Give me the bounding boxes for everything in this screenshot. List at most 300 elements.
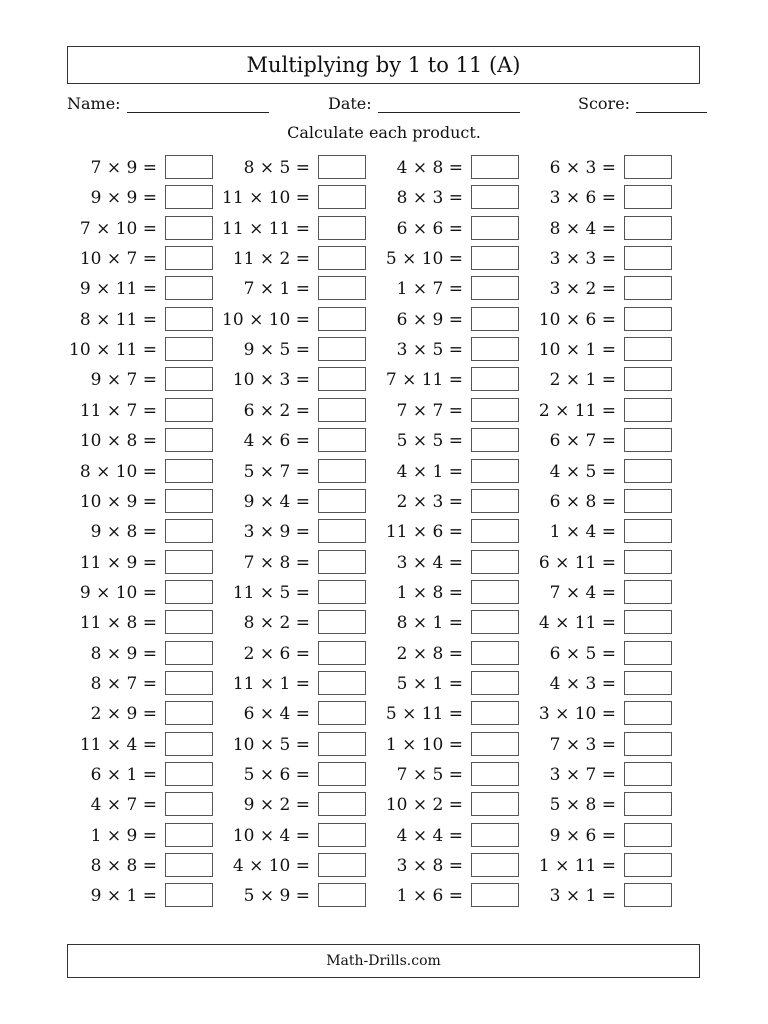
problem-item	[216, 883, 366, 909]
problem-item	[522, 216, 672, 242]
problem-item	[369, 641, 519, 667]
answer-box[interactable]	[318, 246, 366, 270]
answer-box[interactable]	[471, 853, 519, 877]
answer-box[interactable]	[165, 550, 213, 574]
problem-expression: 7 × 10 =	[79, 219, 157, 239]
answer-box[interactable]	[471, 732, 519, 756]
worksheet-title: Multiplying by 1 to 11 (A)	[246, 53, 521, 77]
problem-expression: 3 × 7 =	[549, 765, 616, 785]
problem-item	[216, 580, 366, 606]
answer-box[interactable]	[624, 762, 672, 786]
problem-item	[369, 398, 519, 424]
problem-expression: 9 × 5 =	[243, 340, 310, 360]
answer-box[interactable]	[165, 155, 213, 179]
problem-item	[369, 701, 519, 727]
problem-expression: 6 × 4 =	[243, 704, 310, 724]
answer-box[interactable]	[471, 155, 519, 179]
answer-box[interactable]	[471, 762, 519, 786]
problem-item	[369, 307, 519, 333]
answer-box[interactable]	[471, 610, 519, 634]
problem-item	[522, 276, 672, 302]
answer-box[interactable]	[165, 853, 213, 877]
answer-box[interactable]	[165, 762, 213, 786]
problem-item	[522, 185, 672, 211]
problem-item	[369, 580, 519, 606]
answer-box[interactable]	[318, 883, 366, 907]
problem-expression: 6 × 2 =	[243, 401, 310, 421]
answer-box[interactable]	[624, 823, 672, 847]
problem-item	[216, 610, 366, 636]
answer-box[interactable]	[318, 276, 366, 300]
problem-expression: 11 × 10 =	[222, 188, 310, 208]
problem-item	[369, 459, 519, 485]
problem-expression: 5 × 1 =	[396, 674, 463, 694]
answer-box[interactable]	[165, 398, 213, 422]
problem-expression: 11 × 5 =	[232, 583, 310, 603]
answer-box[interactable]	[165, 519, 213, 543]
problem-item	[369, 276, 519, 302]
problem-item	[63, 246, 213, 272]
answer-box[interactable]	[165, 580, 213, 604]
problem-item	[369, 185, 519, 211]
problem-item	[216, 367, 366, 393]
problem-item	[369, 610, 519, 636]
problem-expression: 11 × 1 =	[232, 674, 310, 694]
problem-item	[522, 307, 672, 333]
name-field	[67, 92, 269, 113]
problem-expression: 5 × 6 =	[243, 765, 310, 785]
answer-box[interactable]	[624, 671, 672, 695]
problem-expression: 9 × 10 =	[79, 583, 157, 603]
answer-box[interactable]	[471, 398, 519, 422]
problem-expression: 11 × 9 =	[79, 553, 157, 573]
problem-item	[369, 155, 519, 181]
problem-expression: 8 × 11 =	[79, 310, 157, 330]
answer-box[interactable]	[165, 489, 213, 513]
problem-item	[216, 853, 366, 879]
problem-item	[63, 823, 213, 849]
problem-expression: 3 × 5 =	[396, 340, 463, 360]
problem-expression: 6 × 11 =	[538, 553, 616, 573]
problem-expression: 11 × 11 =	[222, 219, 310, 239]
problem-expression: 7 × 5 =	[396, 765, 463, 785]
problem-item	[369, 367, 519, 393]
answer-box[interactable]	[624, 216, 672, 240]
answer-box[interactable]	[318, 762, 366, 786]
problem-expression: 11 × 6 =	[385, 522, 463, 542]
answer-box[interactable]	[624, 155, 672, 179]
answer-box[interactable]	[471, 883, 519, 907]
date-line[interactable]	[378, 92, 520, 113]
problem-expression: 1 × 8 =	[396, 583, 463, 603]
answer-box[interactable]	[318, 641, 366, 665]
problem-item	[522, 762, 672, 788]
problem-expression: 5 × 7 =	[243, 462, 310, 482]
answer-box[interactable]	[165, 337, 213, 361]
answer-box[interactable]	[318, 610, 366, 634]
answer-box[interactable]	[471, 459, 519, 483]
date-field	[328, 92, 520, 113]
problem-expression: 2 × 1 =	[549, 370, 616, 390]
answer-box[interactable]	[471, 580, 519, 604]
problem-expression: 1 × 9 =	[90, 826, 157, 846]
answer-box[interactable]	[471, 792, 519, 816]
footer-text: Math-Drills.com	[326, 953, 441, 969]
problem-expression: 7 × 7 =	[396, 401, 463, 421]
problem-expression: 9 × 9 =	[90, 188, 157, 208]
answer-box[interactable]	[471, 307, 519, 331]
problem-item	[63, 610, 213, 636]
problem-expression: 10 × 7 =	[79, 249, 157, 269]
problem-item	[63, 883, 213, 909]
answer-box[interactable]	[318, 307, 366, 331]
problem-expression: 3 × 2 =	[549, 279, 616, 299]
problem-expression: 6 × 7 =	[549, 431, 616, 451]
answer-box[interactable]	[318, 550, 366, 574]
problem-expression: 3 × 8 =	[396, 856, 463, 876]
problem-expression: 9 × 2 =	[243, 795, 310, 815]
answer-box[interactable]	[471, 367, 519, 391]
problem-expression: 8 × 2 =	[243, 613, 310, 633]
problem-expression: 4 × 4 =	[396, 826, 463, 846]
problem-item	[63, 155, 213, 181]
answer-box[interactable]	[165, 246, 213, 270]
problem-item	[522, 580, 672, 606]
problem-expression: 6 × 8 =	[549, 492, 616, 512]
problem-expression: 5 × 9 =	[243, 886, 310, 906]
problem-item	[63, 792, 213, 818]
problem-expression: 9 × 4 =	[243, 492, 310, 512]
answer-box[interactable]	[471, 641, 519, 665]
problem-expression: 5 × 10 =	[385, 249, 463, 269]
problem-expression: 10 × 8 =	[79, 431, 157, 451]
worksheet-title-box	[67, 46, 700, 84]
problem-item	[522, 398, 672, 424]
problem-expression: 3 × 3 =	[549, 249, 616, 269]
problem-item	[522, 701, 672, 727]
answer-box[interactable]	[624, 610, 672, 634]
problem-expression: 7 × 11 =	[385, 370, 463, 390]
problem-item	[216, 276, 366, 302]
problem-item	[63, 337, 213, 363]
answer-box[interactable]	[165, 459, 213, 483]
problem-item	[522, 337, 672, 363]
answer-box[interactable]	[165, 883, 213, 907]
problem-item	[216, 155, 366, 181]
answer-box[interactable]	[165, 792, 213, 816]
problem-expression: 2 × 6 =	[243, 644, 310, 664]
answer-box[interactable]	[471, 216, 519, 240]
problem-expression: 9 × 7 =	[90, 370, 157, 390]
problem-expression: 2 × 9 =	[90, 704, 157, 724]
problem-expression: 2 × 3 =	[396, 492, 463, 512]
answer-box[interactable]	[624, 185, 672, 209]
answer-box[interactable]	[165, 610, 213, 634]
problem-item	[216, 792, 366, 818]
problem-expression: 8 × 10 =	[79, 462, 157, 482]
problem-item	[522, 883, 672, 909]
problem-item	[216, 337, 366, 363]
problem-expression: 4 × 7 =	[90, 795, 157, 815]
answer-box[interactable]	[318, 398, 366, 422]
problem-expression: 3 × 1 =	[549, 886, 616, 906]
problem-item	[63, 732, 213, 758]
answer-box[interactable]	[624, 307, 672, 331]
problem-expression: 9 × 8 =	[90, 522, 157, 542]
answer-box[interactable]	[471, 519, 519, 543]
answer-box[interactable]	[471, 185, 519, 209]
score-line[interactable]	[636, 92, 707, 113]
problem-item	[369, 671, 519, 697]
problem-item	[369, 853, 519, 879]
problem-expression: 10 × 11 =	[69, 340, 157, 360]
problem-item	[216, 641, 366, 667]
problem-item	[369, 216, 519, 242]
answer-box[interactable]	[624, 732, 672, 756]
problem-item	[522, 823, 672, 849]
problem-item	[63, 185, 213, 211]
problem-expression: 5 × 5 =	[396, 431, 463, 451]
problem-expression: 5 × 8 =	[549, 795, 616, 815]
problem-item	[216, 519, 366, 545]
problem-item	[216, 307, 366, 333]
problem-item	[522, 459, 672, 485]
problem-expression: 10 × 4 =	[232, 826, 310, 846]
answer-box[interactable]	[318, 367, 366, 391]
answer-box[interactable]	[318, 216, 366, 240]
problem-item	[216, 489, 366, 515]
problem-item	[369, 883, 519, 909]
problem-item	[522, 610, 672, 636]
answer-box[interactable]	[165, 823, 213, 847]
problem-expression: 9 × 11 =	[79, 279, 157, 299]
problem-expression: 4 × 6 =	[243, 431, 310, 451]
answer-box[interactable]	[624, 550, 672, 574]
answer-box[interactable]	[318, 853, 366, 877]
answer-box[interactable]	[624, 398, 672, 422]
answer-box[interactable]	[624, 276, 672, 300]
problem-expression: 4 × 5 =	[549, 462, 616, 482]
answer-box[interactable]	[318, 792, 366, 816]
answer-box[interactable]	[318, 580, 366, 604]
score-label: Score:	[578, 94, 631, 113]
footer-box	[67, 944, 700, 978]
problem-item	[216, 671, 366, 697]
problem-expression: 3 × 6 =	[549, 188, 616, 208]
problem-expression: 7 × 1 =	[243, 279, 310, 299]
answer-box[interactable]	[318, 519, 366, 543]
problem-item	[63, 550, 213, 576]
problem-item	[216, 701, 366, 727]
answer-box[interactable]	[471, 489, 519, 513]
problem-item	[522, 155, 672, 181]
answer-box[interactable]	[471, 276, 519, 300]
problem-expression: 1 × 6 =	[396, 886, 463, 906]
answer-box[interactable]	[165, 216, 213, 240]
answer-box[interactable]	[471, 671, 519, 695]
answer-box[interactable]	[165, 276, 213, 300]
problem-expression: 8 × 1 =	[396, 613, 463, 633]
answer-box[interactable]	[624, 580, 672, 604]
answer-box[interactable]	[318, 701, 366, 725]
answer-box[interactable]	[318, 337, 366, 361]
problem-item	[369, 823, 519, 849]
problem-expression: 11 × 8 =	[79, 613, 157, 633]
problem-expression: 5 × 11 =	[385, 704, 463, 724]
problem-item	[522, 792, 672, 818]
answer-box[interactable]	[165, 185, 213, 209]
problem-item	[63, 489, 213, 515]
problem-item	[369, 762, 519, 788]
problem-expression: 6 × 6 =	[396, 219, 463, 239]
problem-expression: 10 × 9 =	[79, 492, 157, 512]
date-label: Date:	[328, 94, 372, 113]
problem-item	[522, 550, 672, 576]
answer-box[interactable]	[624, 428, 672, 452]
answer-box[interactable]	[165, 641, 213, 665]
problem-expression: 6 × 5 =	[549, 644, 616, 664]
answer-box[interactable]	[471, 428, 519, 452]
problem-expression: 4 × 3 =	[549, 674, 616, 694]
answer-box[interactable]	[318, 671, 366, 695]
problem-item	[522, 489, 672, 515]
problem-expression: 10 × 10 =	[222, 310, 310, 330]
problem-expression: 11 × 7 =	[79, 401, 157, 421]
problem-expression: 9 × 6 =	[549, 826, 616, 846]
problem-expression: 1 × 7 =	[396, 279, 463, 299]
problem-item	[216, 246, 366, 272]
answer-box[interactable]	[624, 246, 672, 270]
problem-item	[369, 792, 519, 818]
problem-item	[63, 671, 213, 697]
answer-box[interactable]	[624, 853, 672, 877]
problem-item	[63, 216, 213, 242]
name-label: Name:	[67, 94, 121, 113]
problem-expression: 1 × 11 =	[538, 856, 616, 876]
problem-item	[216, 185, 366, 211]
problem-item	[522, 246, 672, 272]
answer-box[interactable]	[165, 701, 213, 725]
problem-item	[216, 428, 366, 454]
answer-box[interactable]	[165, 307, 213, 331]
problem-expression: 3 × 4 =	[396, 553, 463, 573]
problem-item	[63, 701, 213, 727]
problem-item	[522, 853, 672, 879]
problem-item	[369, 428, 519, 454]
problem-expression: 9 × 1 =	[90, 886, 157, 906]
problem-expression: 7 × 4 =	[549, 583, 616, 603]
problem-item	[216, 216, 366, 242]
answer-box[interactable]	[624, 337, 672, 361]
problem-item	[369, 519, 519, 545]
problem-expression: 8 × 8 =	[90, 856, 157, 876]
problem-item	[63, 276, 213, 302]
answer-box[interactable]	[318, 489, 366, 513]
problem-expression: 8 × 4 =	[549, 219, 616, 239]
instructions: Calculate each product.	[287, 123, 481, 142]
answer-box[interactable]	[624, 489, 672, 513]
problem-expression: 11 × 2 =	[232, 249, 310, 269]
answer-box[interactable]	[624, 701, 672, 725]
name-line[interactable]	[127, 92, 269, 113]
problem-item	[63, 459, 213, 485]
answer-box[interactable]	[165, 367, 213, 391]
problem-expression: 6 × 1 =	[90, 765, 157, 785]
answer-box[interactable]	[471, 246, 519, 270]
problem-expression: 4 × 10 =	[232, 856, 310, 876]
problem-item	[63, 519, 213, 545]
problem-item	[369, 337, 519, 363]
problem-expression: 7 × 8 =	[243, 553, 310, 573]
answer-box[interactable]	[165, 671, 213, 695]
problem-item	[63, 641, 213, 667]
problem-expression: 7 × 3 =	[549, 735, 616, 755]
answer-box[interactable]	[624, 519, 672, 543]
answer-box[interactable]	[318, 459, 366, 483]
problem-expression: 1 × 10 =	[385, 735, 463, 755]
answer-box[interactable]	[318, 823, 366, 847]
problem-item	[369, 246, 519, 272]
problem-expression: 2 × 8 =	[396, 644, 463, 664]
problem-item	[369, 550, 519, 576]
answer-box[interactable]	[624, 641, 672, 665]
problem-item	[63, 367, 213, 393]
problem-expression: 2 × 11 =	[538, 401, 616, 421]
answer-box[interactable]	[318, 185, 366, 209]
answer-box[interactable]	[624, 883, 672, 907]
problem-expression: 4 × 1 =	[396, 462, 463, 482]
problem-expression: 8 × 9 =	[90, 644, 157, 664]
answer-box[interactable]	[165, 428, 213, 452]
problem-expression: 1 × 4 =	[549, 522, 616, 542]
problem-item	[522, 428, 672, 454]
problem-expression: 4 × 11 =	[538, 613, 616, 633]
answer-box[interactable]	[471, 337, 519, 361]
problem-item	[522, 641, 672, 667]
answer-box[interactable]	[318, 155, 366, 179]
problem-item	[63, 580, 213, 606]
problem-item	[216, 398, 366, 424]
problem-item	[216, 762, 366, 788]
problem-item	[216, 459, 366, 485]
answer-box[interactable]	[624, 792, 672, 816]
problem-expression: 8 × 3 =	[396, 188, 463, 208]
problem-expression: 11 × 4 =	[79, 735, 157, 755]
problem-item	[522, 367, 672, 393]
problem-item	[369, 732, 519, 758]
answer-box[interactable]	[624, 367, 672, 391]
answer-box[interactable]	[165, 732, 213, 756]
problem-expression: 6 × 3 =	[549, 158, 616, 178]
problem-item	[522, 519, 672, 545]
answer-box[interactable]	[471, 823, 519, 847]
answer-box[interactable]	[318, 428, 366, 452]
answer-box[interactable]	[318, 732, 366, 756]
problem-expression: 6 × 9 =	[396, 310, 463, 330]
problem-item	[63, 428, 213, 454]
answer-box[interactable]	[471, 550, 519, 574]
problem-expression: 10 × 1 =	[538, 340, 616, 360]
problem-expression: 3 × 9 =	[243, 522, 310, 542]
problem-item	[522, 671, 672, 697]
answer-box[interactable]	[624, 459, 672, 483]
problem-item	[63, 762, 213, 788]
problem-expression: 10 × 6 =	[538, 310, 616, 330]
problem-expression: 10 × 2 =	[385, 795, 463, 815]
answer-box[interactable]	[471, 701, 519, 725]
problem-item	[522, 732, 672, 758]
problem-item	[216, 550, 366, 576]
